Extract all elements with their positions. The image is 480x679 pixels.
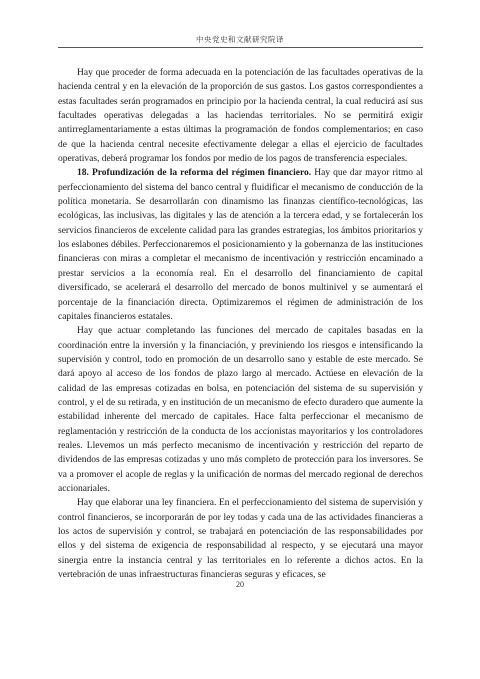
paragraph-3: [58, 324, 423, 496]
paragraph-3-text: Hay que actuar completando las funciones del mercado de capitales basadas en la coordinación entre la inversión y la financiación, y previniendo los riesgos e intensificando la supervisión y control, todo en promoción de un desarrollo sano y estable de este mercado. Se dará apoyo al acceso de los fondos de plazo largo al mercado. Actúese en elevación de la calidad de las empresas cotizadas en bolsa, en potenciación del sistema de su supervisión y control, y el de su retirada, y en institución de un mecanismo de efecto duradero que aumente la estabilidad inherente del mercado de capitales. Hace falta perfeccionar el mecanismo de reglamentación y restricción de la conducta de los accionistas mayoritarios y los controladores reales. Llevemos un más perfecto mecanismo de incentivación y restricción del reparto de dividendos de las empresas cotizadas y uno más completo de protección para los inversores. Se va a promover el acople de reglas y la unificación de normas del mercado regional de derechos accionariales.: [58, 326, 423, 494]
paragraph-2: [58, 166, 423, 324]
section-heading-18: 18. Profundización de la reforma del régimen financiero.: [77, 168, 312, 179]
body-text: [58, 66, 423, 582]
page-number: 20: [236, 580, 244, 589]
paragraph-1: [58, 66, 423, 166]
paragraph-2-text: Hay que dar mayor ritmo al perfeccionamiento del sistema del banco central y fluidificar el mecanismo de conducción de la política monetaria. Se desarrollarán con dinamismo las finanzas científico-tecnológicas, las ecológicas, las inclusivas, las digitales y las de atención a la tercera edad, y se fortalecerán los servicios financieros de excelente calidad para las grandes estrategias, los ámbitos prioritarios y los eslabones débiles. Perfeccionaremos el posicionamiento y la gobernanza de las instituciones financieras con miras a completar el mecanismo de incentivación y restricción encaminado a prestar servicios a la economía real. En el desarrollo del financiamiento de capital diversificado, se acelerará el desarrollo del mercado de bonos multinivel y se aumentará el porcentaje de la financiación directa. Optimizaremos el régimen de administración de los capitales financieros estatales.: [58, 168, 423, 322]
header-rule: [58, 47, 423, 48]
paragraph-4: [58, 496, 423, 582]
paragraph-1-text: Hay que proceder de forma adecuada en la potenciación de las facultades operativas de la hacienda central y en la elevación de la proporción de sus gastos. Los gastos correspondientes a estas facultades serán programados en principio por la hacienda central, la cual reducirá así sus facultades operativas delegadas a las haciendas territoriales. No se permitirá exigir antirreglamentariamente a estas últimas la programación de fondos complementarios; en caso de que la hacienda central necesite efectivamente delegar a ellas el ejercicio de facultades operativas, deberá programar los fondos por medio de los pagos de transferencia especiales.: [58, 68, 423, 165]
running-header: 中央党史和文献研究院译: [196, 35, 284, 44]
paragraph-4-text: Hay que elaborar una ley financiera. En el perfeccionamiento del sistema de supervisión y control financieros, se incorporarán de por ley todas y cada una de las actividades financieras a los actos de supervisión y control, se trabajará en potenciación de las responsabilidades por ellos y del sistema de exigencia de responsabilidad al respecto, y se ejecutará una mayor sinergia entre la instancia central y las territoriales en lo referente a dichos actos. En la vertebración de unas infraestructuras financieras seguras y eficaces, se: [58, 498, 423, 581]
